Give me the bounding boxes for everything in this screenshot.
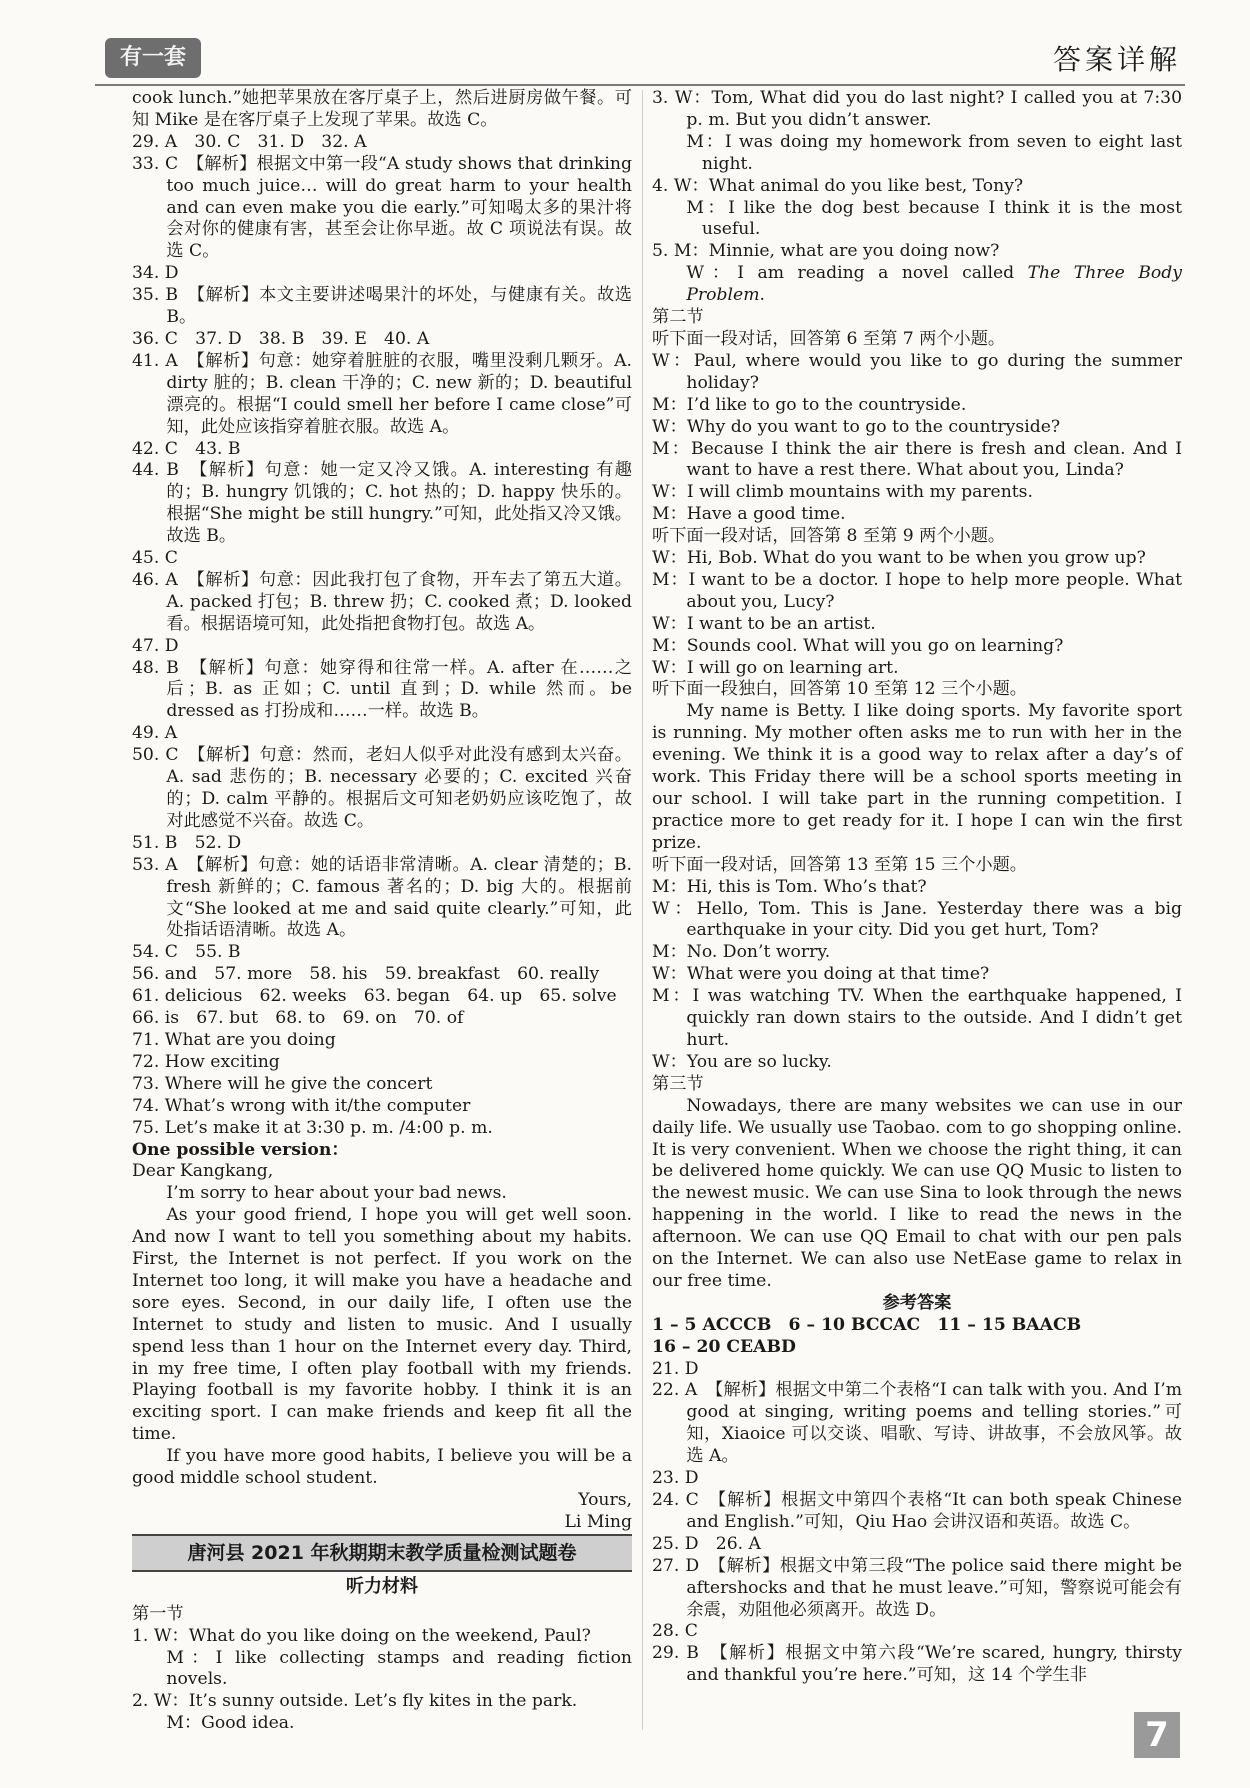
answer-line: 42. C 43. B (132, 438, 241, 459)
answer-line: 49. A (132, 723, 178, 744)
answer-line: 44. B 【解析】句意：她一定又冷又饿。A. interesting 有趣的；B. hungry 饥饿的；C. hot 热的；D. happy 快乐的。根据“She might be still hungry.”可知，此处指又冷又饿。故选 B。 (132, 460, 632, 547)
dialogue-line: M：Good idea. (166, 1713, 295, 1734)
answer-line: 29. A 30. C 31. D 32. A (132, 131, 367, 152)
dialogue-line: 1. W：What do you like doing on the weekend, Paul? (132, 1625, 591, 1646)
section-label: 第一节 (132, 1603, 184, 1624)
answer-line: 45. C (132, 548, 178, 569)
answer-key-line: 16 – 20 CEABD (652, 1336, 796, 1357)
dialogue-line: M：Because I think the air there is fresh and clean. And I want to have a rest there. What about you, Linda? (652, 438, 1182, 481)
section-label: 第二节 (652, 307, 704, 328)
essay-paragraph: If you have more good habits, I believe you will be a good middle school student. (132, 1446, 632, 1489)
answer-line: 47. D (132, 635, 179, 656)
essay-paragraph: I’m sorry to hear about your bad news. (166, 1183, 507, 1204)
dialogue-line: W：Hi, Bob. What do you want to be when you grow up? (652, 548, 1146, 569)
answer-line: 24. C 【解析】根据文中第四个表格“It can both speak Chinese and English.”可知，Qiu Hao 会讲汉语和英语。故选 C。 (652, 1490, 1182, 1532)
passage-text: Nowadays, there are many websites we can use in our daily life. We usually use Taobao. com to go shopping online. It is very convenient. When we choose the right thing, it can be delivered home quickly. We can use QQ Music to listen to the newest music. We can use Sina to look through the news happening in the world. I like to read the news in the afternoon. We can use QQ Email to chat with our pen pals on the Internet. We can also use NetEase game to relax in our free time. (652, 1095, 1182, 1291)
dialogue-line: M：I want to be a doctor. I hope to help more people. What about you, Lucy? (652, 569, 1182, 612)
answer-line: 74. What’s wrong with it/the computer (132, 1095, 471, 1116)
dialogue-line: M：I was watching TV. When the earthquake happened, I quickly ran down stairs to the outside. And I didn’t get hurt. (652, 986, 1182, 1050)
dialogue-line: 4. W：What animal do you like best, Tony? (652, 175, 1024, 196)
answer-line: 21. D (652, 1358, 699, 1379)
answer-key-line: 1 – 5 ACCCB 6 – 10 BCCAC 11 – 15 BAACB (652, 1314, 1082, 1335)
answer-line: 61. delicious 62. weeks 63. began 64. up 65. solve (132, 986, 617, 1007)
dialogue-line: M：Sounds cool. What will you go on learning? (652, 635, 1064, 656)
answer-line: 73. Where will he give the concert (132, 1073, 433, 1094)
answer-line: 66. is 67. but 68. to 69. on 70. of (132, 1008, 464, 1029)
answer-line: 51. B 52. D (132, 832, 242, 853)
answer-line: 56. and 57. more 58. his 59. breakfast 60. really (132, 964, 600, 985)
answer-line: 53. A 【解析】句意：她的话语非常清晰。A. clear 清楚的；B. fresh 新鲜的；C. famous 著名的；D. big 大的。根据前文“She looked at me and said quite clearly.”可知，此处指话语清晰。故选 A。 (132, 854, 632, 941)
dialogue-line: 5. M：Minnie, what are you doing now? (652, 241, 1000, 262)
exam-subtitle: 听力材料 (346, 1575, 418, 1597)
dialogue-line: M：I’d like to go to the countryside. (652, 394, 967, 415)
right-column (652, 88, 1182, 1687)
dialogue-line: W：I want to be an artist. (652, 613, 876, 634)
answer-line: 23. D (652, 1468, 699, 1489)
exam-banner: 唐河县 2021 年秋期期末教学质量检测试题卷 (132, 1534, 632, 1572)
answer-line: 35. B 【解析】本文主要讲述喝果汁的坏处，与健康有关。故选 B。 (132, 285, 632, 328)
answer-line: 46. A 【解析】句意：因此我打包了食物，开车去了第五大道。A. packed 打包；B. threw 扔；C. cooked 煮；D. looked 看。根据语境可知，此处指把食物打包。故选 A。 (132, 569, 632, 634)
answer-line: 71. What are you doing (132, 1029, 336, 1050)
essay-signature: Li Ming (564, 1511, 632, 1532)
dialogue-line: W：Hello, Tom. This is Jane. Yesterday there was a big earthquake in your city. Did you get hurt, Tom? (652, 898, 1182, 941)
answer-line: 29. B 【解析】根据文中第六段“We’re scared, hungry, thirsty and thankful you’re here.”可知，这 14 个学生非 (652, 1643, 1182, 1686)
answer-line: 27. D 【解析】根据文中第三段“The police said there might be aftershocks and that he must leave.”可知，警察说可能会有余震，劝阻他必须离开。故选 D。 (652, 1555, 1182, 1620)
answer-line: 75. Let’s make it at 3:30 p. m. /4:00 p. m. (132, 1117, 493, 1138)
listening-instruction: 听下面一段独白，回答第 10 至第 12 三个小题。 (652, 679, 1027, 700)
dialogue-line: M：I like the dog best because I think it is the most useful. (686, 197, 1182, 240)
page-header (95, 30, 1185, 86)
page-number: 7 (1134, 1712, 1180, 1758)
essay-closing: Yours, (578, 1490, 632, 1510)
answer-line: 36. C 37. D 38. B 39. E 40. A (132, 328, 430, 349)
dialogue-line: 3. W：Tom, What did you do last night? I called you at 7:30 p. m. But you didn’t answer. (652, 88, 1182, 130)
essay-paragraph: As your good friend, I hope you will get well soon. And now I want to tell you something about my habits. First, the Internet is not perfect. If you work on the Internet too long, it will make you have a headache and sore eyes. Second, in our daily life, I often use the Internet to study and listen to music. And I usually spend less than 1 hour on the Internet every day. Third, in my free time, I often play football with my friends. Playing football is my favorite hobby. I think it is an exciting sport. I can make friends and keep fit all the time. (132, 1205, 632, 1445)
answer-line: 50. C 【解析】句意：然而，老妇人似乎对此没有感到太兴奋。A. sad 悲伤的；B. necessary 必要的；C. excited 兴奋的；D. calm 平静的。根据后文可知老奶奶应该吃饱了，故对此感觉不兴奋。故选 C。 (132, 745, 632, 831)
answer-line: 48. B 【解析】句意：她穿得和往常一样。A. after 在……之后；B. as 正如；C. until 直到；D. while 然而。be dressed as 打扮成和……一样。故选 B。 (132, 657, 632, 722)
novel-title: The Three Body Problem (686, 263, 1182, 306)
answer-line: 54. C 55. B (132, 942, 241, 963)
column-divider (642, 90, 643, 1730)
dialogue-line: W：Why do you want to go to the countryside? (652, 416, 1061, 437)
left-column (132, 88, 632, 1735)
dialogue-text: . (759, 285, 765, 306)
section-label: 第三节 (652, 1073, 704, 1094)
dialogue-line: M：I was doing my homework from seven to eight last night. (686, 131, 1182, 174)
answers-title: 参考答案 (882, 1292, 952, 1313)
dialogue-line: W：You are so lucky. (652, 1051, 832, 1072)
dialogue-line: M：No. Don’t worry. (652, 942, 831, 963)
answer-line: 72. How exciting (132, 1051, 280, 1072)
brand-logo: 有一套 (105, 38, 201, 78)
dialogue-line: M：I like collecting stamps and reading fiction novels. (166, 1647, 632, 1690)
dialogue-line: W：Paul, where would you like to go during the summer holiday? (652, 350, 1182, 393)
answer-line: 28. C (652, 1621, 698, 1642)
essay-heading: One possible version： (132, 1139, 349, 1160)
dialogue-line: W：What were you doing at that time? (652, 964, 990, 985)
dialogue-line: M：Hi, this is Tom. Who’s that? (652, 876, 927, 897)
answer-line: 34. D (132, 263, 179, 284)
dialogue-text: W：I am reading a novel called (686, 263, 1028, 284)
answer-line: 41. A 【解析】句意：她穿着脏脏的衣服，嘴里没剩几颗牙。A. dirty 脏的；B. clean 干净的；C. new 新的；D. beautiful 漂亮的。根据“I could smell her before I came close”可知，此处应该指穿着脏衣服。故选 A。 (132, 350, 632, 437)
listening-instruction: 听下面一段对话，回答第 13 至第 15 三个小题。 (652, 854, 1027, 875)
answer-line: cook lunch.”她把苹果放在客厅桌子上，然后进厨房做午餐。可知 Mike 是在客厅桌子上发现了苹果。故选 C。 (132, 88, 632, 130)
dialogue-line: W：I will climb mountains with my parents. (652, 482, 1033, 503)
dialogue-line: 2. W：It’s sunny outside. Let’s fly kites in the park. (132, 1691, 578, 1712)
answer-line: 33. C 【解析】根据文中第一段“A study shows that drinking too much juice… will do great harm to your health and can even make you die early.”可知喝太多的果汁将会对你的健康有害，甚至会让你早逝。故 C 项说法有误。故选 C。 (132, 153, 632, 262)
essay-greeting: Dear Kangkang, (132, 1161, 274, 1182)
dialogue-line (652, 263, 1182, 307)
dialogue-line: W：I will go on learning art. (652, 657, 899, 678)
answer-line: 22. A 【解析】根据文中第二个表格“I can talk with you. And I’m good at singing, writing poems and telling stories.”可知，Xiaoice 可以交谈、唱歌、写诗、讲故事，不会放风筝。故选 A。 (652, 1380, 1182, 1467)
dialogue-line: M：Have a good time. (652, 504, 846, 525)
listening-instruction: 听下面一段对话，回答第 6 至第 7 两个小题。 (652, 328, 1006, 349)
monologue-text: My name is Betty. I like doing sports. My favorite sport is running. My mother often asks me to run with her in the evening. We think it is a good way to relax after a day’s of work. This Friday there will be a school sports meeting in our school. I will take part in the running competition. I practice more to get ready for it. I hope I can win the first prize. (652, 701, 1182, 853)
header-title: 答案详解 (1052, 43, 1181, 76)
answer-line: 25. D 26. A (652, 1533, 761, 1554)
listening-instruction: 听下面一段对话，回答第 8 至第 9 两个小题。 (652, 526, 1006, 547)
